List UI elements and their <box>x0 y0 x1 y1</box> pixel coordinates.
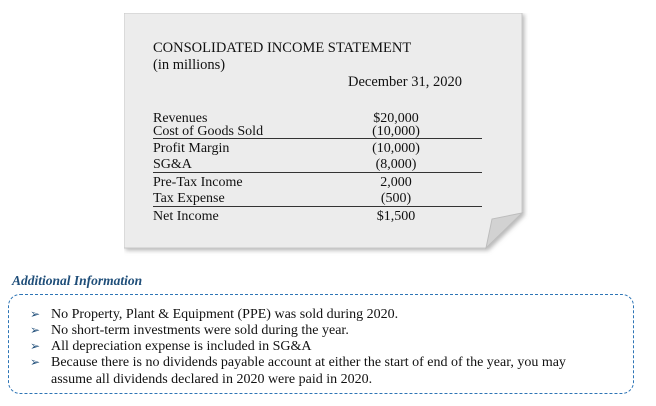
arrow-bullet-icon: ➢ <box>30 355 41 369</box>
divider-line <box>153 138 482 139</box>
divider-line <box>153 206 482 207</box>
row-value: (10,000) <box>372 141 420 156</box>
row-value: (10,000) <box>372 124 420 139</box>
row-tax-expense <box>153 190 482 207</box>
arrow-bullet-icon: ➢ <box>30 339 41 353</box>
row-value: (8,000) <box>375 157 417 172</box>
arrow-bullet-icon: ➢ <box>30 307 41 321</box>
additional-info-heading: Additional Information <box>12 273 143 288</box>
row-value: 2,000 <box>380 175 412 190</box>
row-label: Net Income <box>153 209 219 224</box>
divider-line <box>153 172 482 173</box>
statement-subtitle: (in millions) <box>153 57 226 73</box>
row-label: Profit Margin <box>153 141 230 156</box>
row-label: Revenues <box>153 111 208 126</box>
row-label: Cost of Goods Sold <box>153 124 264 139</box>
row-net-income <box>153 208 482 225</box>
statement-date: December 31, 2020 <box>348 74 462 90</box>
row-label: SG&A <box>153 157 192 172</box>
bullet-text: No Property, Plant & Equipment (PPE) was sold during 2020. <box>51 307 399 322</box>
bullet-text: Because there is no dividends payable account at either the start of end of the year, you may <box>51 355 566 370</box>
bullet-text: No short-term investments were sold during the year. <box>51 323 349 338</box>
row-sga <box>153 156 482 173</box>
arrow-bullet-icon: ➢ <box>30 323 41 337</box>
row-profit-margin <box>153 140 482 157</box>
row-value: $1,500 <box>376 209 416 224</box>
row-value: $20,000 <box>373 111 419 126</box>
bullet-text: All depreciation expense is included in SG&A <box>51 339 312 354</box>
statement-title: CONSOLIDATED INCOME STATEMENT <box>153 40 412 56</box>
bullet-text: assume all dividends declared in 2020 were paid in 2020. <box>51 372 373 387</box>
row-value: (500) <box>380 191 412 206</box>
row-label: Pre-Tax Income <box>153 175 243 190</box>
row-pre-tax-income <box>153 174 482 191</box>
row-label: Tax Expense <box>153 191 225 206</box>
